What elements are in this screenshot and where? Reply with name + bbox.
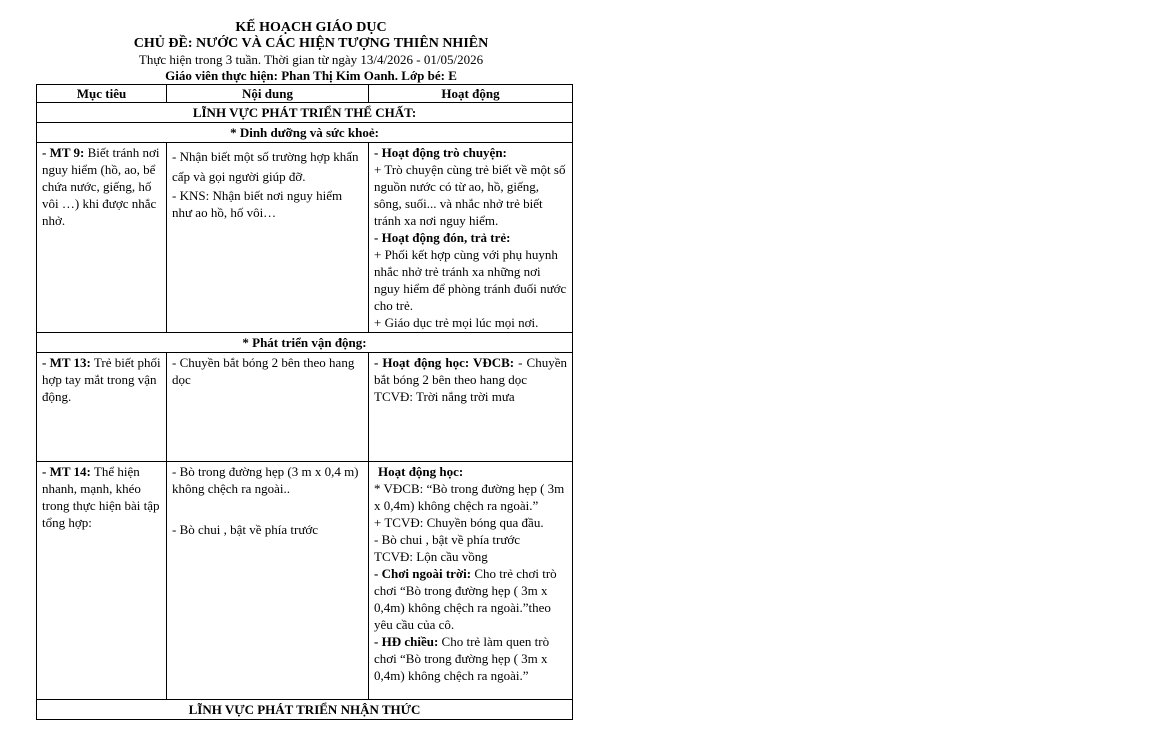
afternoon-text: Cho trẻ làm quen trò chơi “Bò trong đường hẹp ( 3m x 0,4m) không chệch ra ngoài.” bbox=[374, 634, 550, 683]
content-cell bbox=[167, 462, 369, 700]
content-cell bbox=[167, 143, 369, 333]
goal-cell bbox=[37, 462, 167, 700]
activity-game: TCVĐ: Trời nắng trời mưa bbox=[374, 389, 515, 404]
subsection-motor: * Phát triển vận động: bbox=[37, 333, 573, 353]
activity-cell bbox=[369, 462, 573, 700]
content-item: - Nhận biết một số trường hợp khẩn cấp và gọi người giúp đỡ. bbox=[172, 149, 359, 184]
activity-text: + Giáo dục trẻ mọi lúc mọi nơi. bbox=[374, 315, 539, 330]
goal-cell bbox=[37, 353, 167, 462]
teacher-line: Giáo viên thực hiện: Phan Thị Kim Oanh. Lớp bé: E bbox=[165, 68, 457, 83]
activity-title: Hoạt động học: bbox=[378, 464, 464, 479]
activity-text: + TCVĐ: Chuyền bóng qua đầu. bbox=[374, 515, 544, 530]
activity-title: - Hoạt động trò chuyện: bbox=[374, 145, 507, 160]
column-header-activity: Hoạt động bbox=[369, 85, 573, 103]
document-title: KẾ HOẠCH GIÁO DỤC bbox=[235, 20, 387, 35]
table-header-row bbox=[37, 85, 573, 103]
activity-cell bbox=[369, 353, 573, 462]
goal-text: Thể hiện nhanh, mạnh, khéo trong thực hiện bài tập tổng hợp: bbox=[42, 464, 160, 530]
content-item: - Chuyền bắt bóng 2 bên theo hang dọc bbox=[172, 355, 355, 387]
content-cell bbox=[167, 353, 369, 462]
document-header bbox=[36, 20, 572, 84]
goal-text: Trẻ biết phối hợp tay mắt trong vận động. bbox=[42, 355, 161, 404]
activity-text: + Trò chuyện cùng trẻ biết về một số nguồn nước có từ ao, hồ, giếng, sông, suối... và nhắc nhở trẻ biết tránh xa nơi nguy hiểm. bbox=[374, 162, 566, 228]
outdoor-activity bbox=[374, 565, 567, 633]
subsection-nutrition: * Dinh dưỡng và sức khoẻ: bbox=[37, 123, 573, 143]
activity-title: - Hoạt động học: VĐCB: bbox=[374, 355, 515, 370]
afternoon-title: - HĐ chiều: bbox=[374, 634, 439, 649]
outdoor-text: Cho trẻ chơi trò chơi “Bò trong đường hẹp ( 3m x 0,4m) không chệch ra ngoài.”theo yêu cầu của cô. bbox=[374, 566, 557, 632]
column-header-content: Nội dung bbox=[167, 85, 369, 103]
activity-cell bbox=[369, 143, 573, 333]
activity-text: - Chuyền bắt bóng 2 bên theo hang dọc bbox=[374, 355, 567, 387]
document-page bbox=[36, 20, 572, 720]
goal-code: - MT 13: bbox=[42, 355, 91, 370]
goal-text: Biết tránh nơi nguy hiểm (hồ, ao, bể chứa nước, giếng, hố vôi …) khi được nhắc nhở. bbox=[42, 145, 160, 228]
activity-text: * VĐCB: “Bò trong đường hẹp ( 3m x 0,4m) không chệch ra ngoài.” bbox=[374, 481, 565, 513]
content-item: - Bò trong đường hẹp (3 m x 0,4 m) không chệch ra ngoài.. bbox=[172, 464, 359, 496]
section-cognitive: LĨNH VỰC PHÁT TRIỂN NHẬN THỨC bbox=[37, 700, 573, 720]
goal-code: - MT 9: bbox=[42, 145, 85, 160]
afternoon-activity bbox=[374, 633, 567, 684]
content-item: - KNS: Nhận biết nơi nguy hiểm như ao hồ, hố vôi… bbox=[172, 188, 343, 220]
section-row bbox=[37, 103, 573, 123]
column-header-goal: Mục tiêu bbox=[37, 85, 167, 103]
table-row bbox=[37, 143, 573, 333]
goal-cell bbox=[37, 143, 167, 333]
subsection-row bbox=[37, 123, 573, 143]
duration-line: Thực hiện trong 3 tuần. Thời gian từ ngày 13/4/2026 - 01/05/2026 bbox=[138, 52, 484, 67]
section-physical: LĨNH VỰC PHÁT TRIỂN THỂ CHẤT: bbox=[37, 103, 573, 123]
table-row bbox=[37, 353, 573, 462]
content-item: - Bò chui , bật về phía trước bbox=[172, 522, 319, 537]
goal-code: - MT 14: bbox=[42, 464, 91, 479]
activity-text: + Phối kết hợp cùng với phụ huynh nhắc nhở trẻ tránh xa những nơi nguy hiểm để phòng tránh đuối nước cho trẻ. bbox=[374, 247, 567, 313]
outdoor-title: - Chơi ngoài trời: bbox=[374, 566, 472, 581]
table-row bbox=[37, 462, 573, 700]
plan-table bbox=[36, 84, 573, 720]
activity-title: - Hoạt động đón, trả trẻ: bbox=[374, 230, 511, 245]
subsection-row bbox=[37, 333, 573, 353]
section-row bbox=[37, 700, 573, 720]
theme-title: CHỦ ĐỀ: NƯỚC VÀ CÁC HIỆN TƯỢNG THIÊN NHIÊN bbox=[133, 36, 489, 51]
activity-text: TCVĐ: Lộn cầu vồng bbox=[374, 549, 488, 564]
activity-text: - Bò chui , bật về phía trước bbox=[374, 532, 521, 547]
